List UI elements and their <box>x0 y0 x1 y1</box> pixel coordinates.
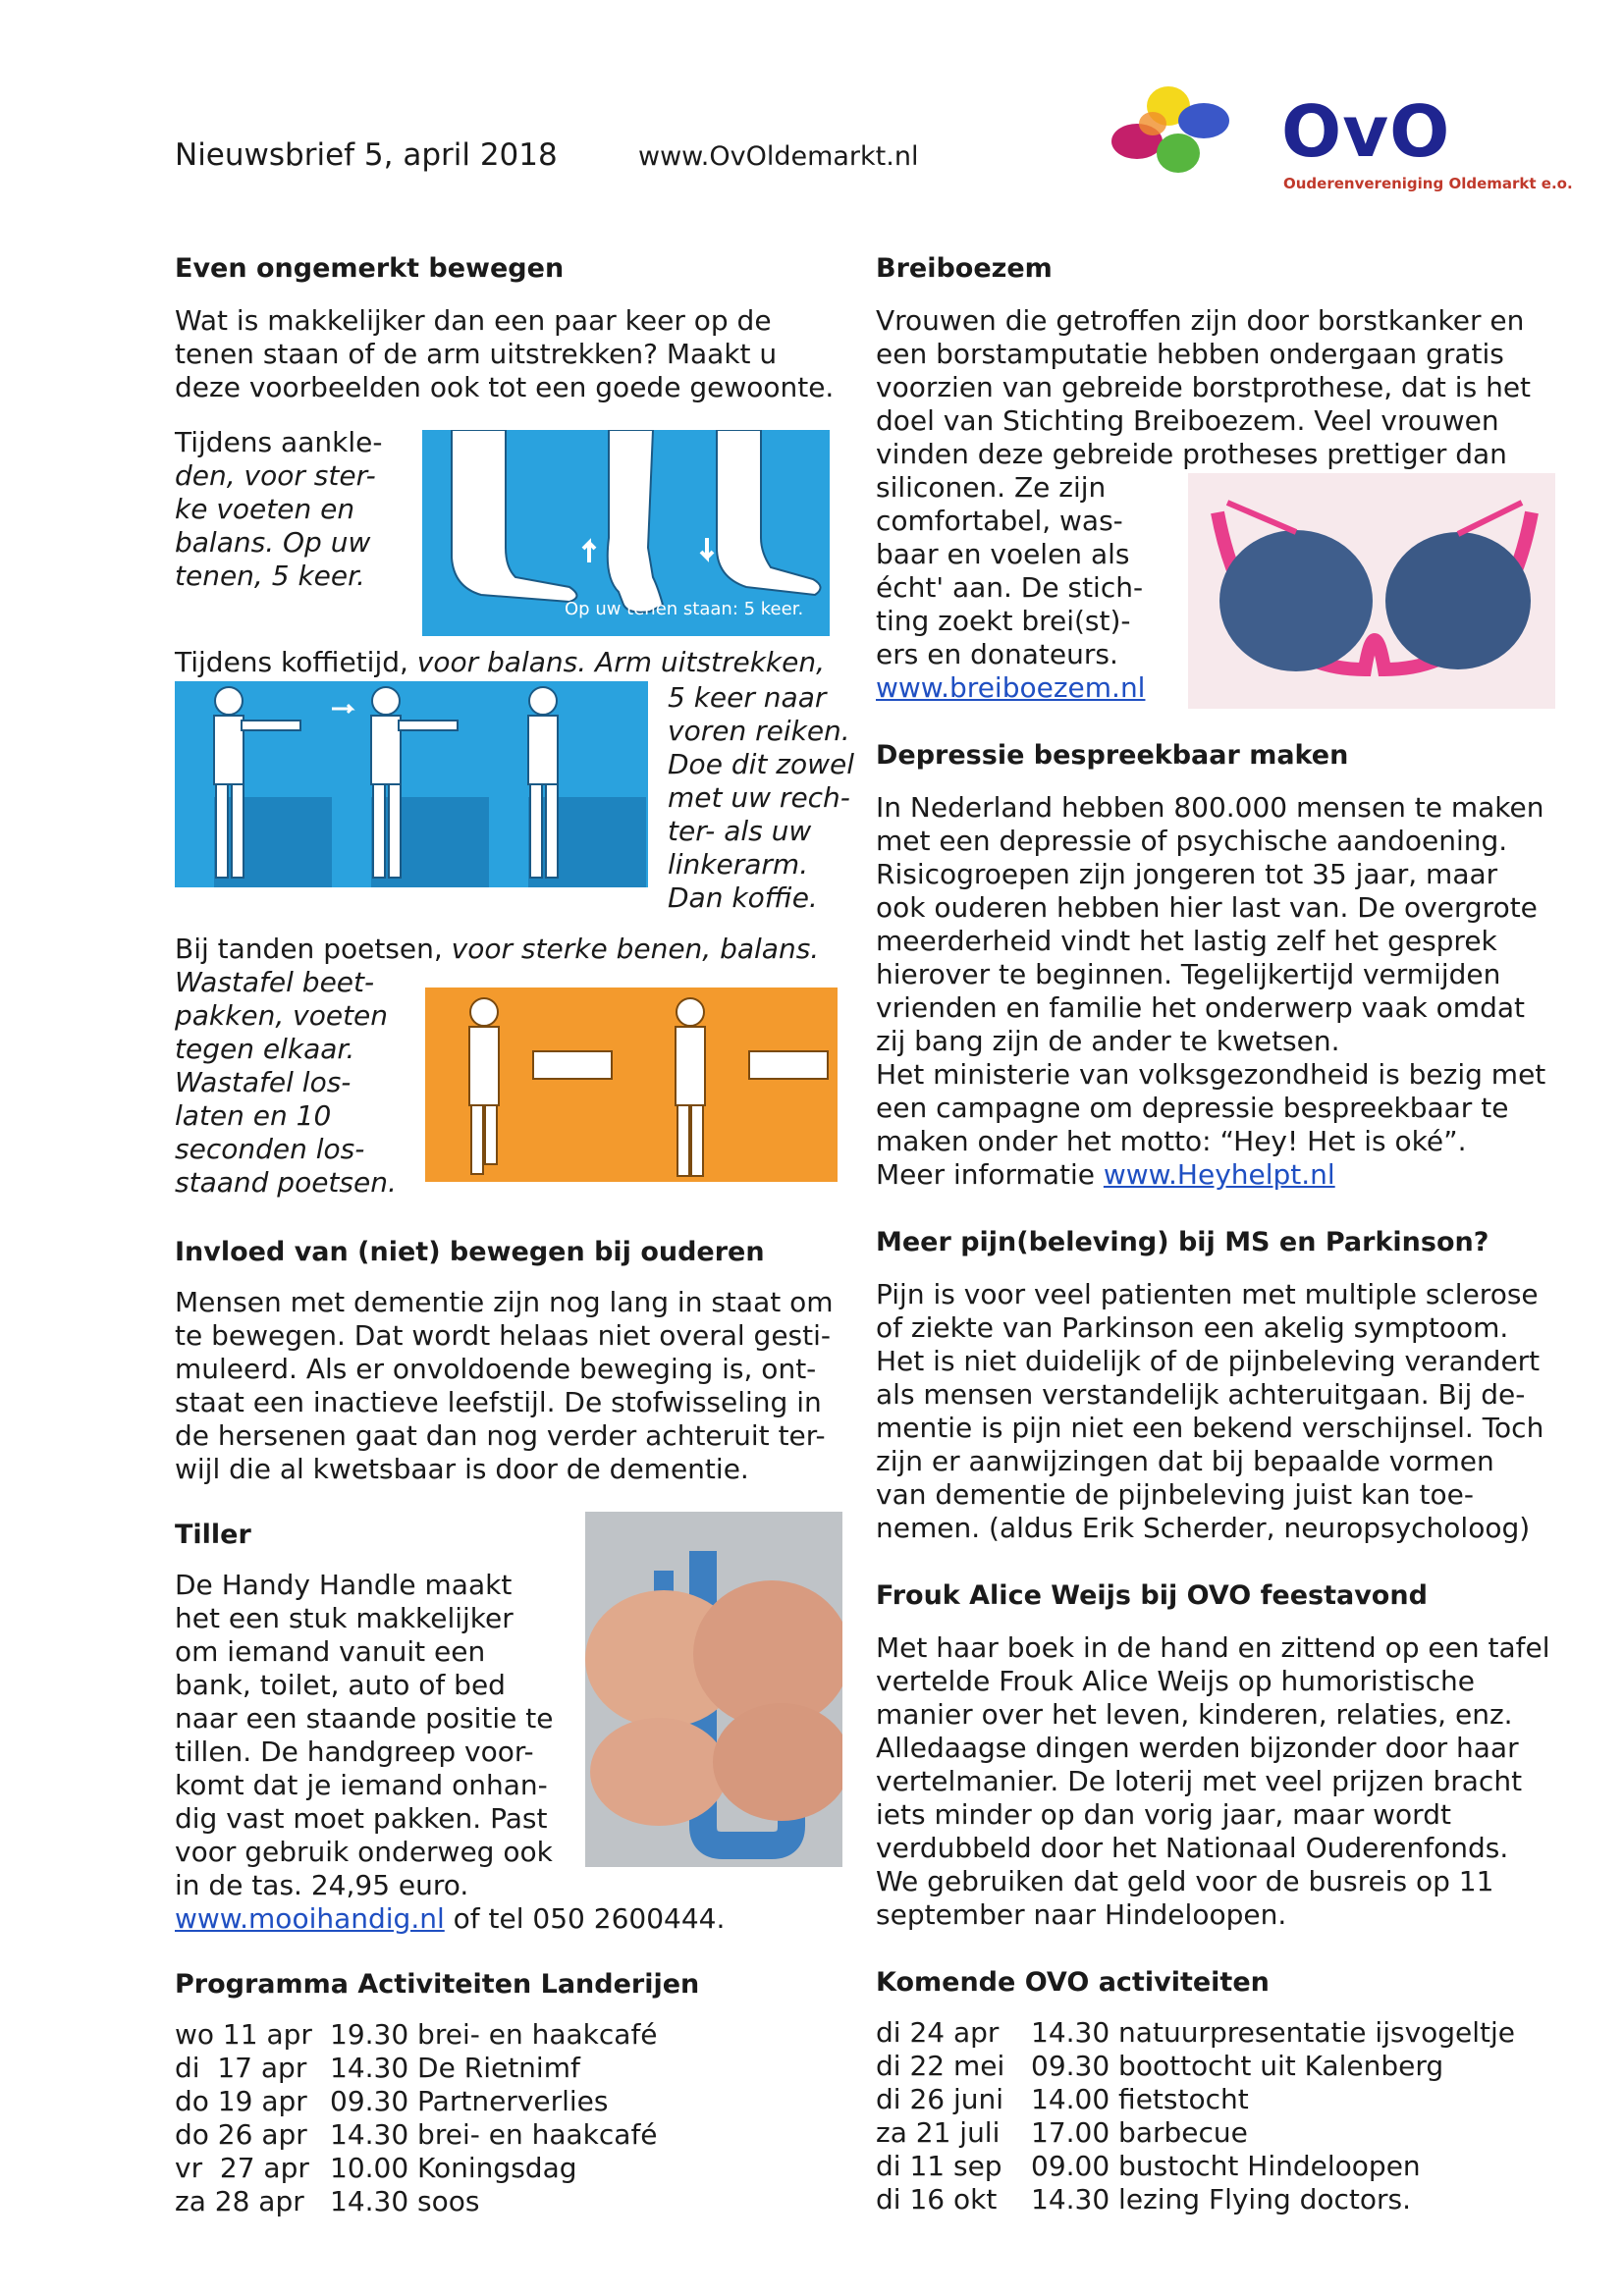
exercise-1-text: Tijdens aankle- den, voor ster- ke voeten en balans. Op uw tenen, 5 keer. <box>175 426 383 592</box>
table-row: za 28 apr 14.30 soos <box>175 2185 480 2217</box>
section-title-pijn: Meer pijn(beleving) bij MS en Parkinson? <box>876 1227 1489 1257</box>
logo-subtitle: Ouderenvereniging Oldemarkt e.o. <box>1283 175 1573 192</box>
heyhelpt-link[interactable]: www.Heyhelpt.nl <box>1103 1158 1335 1191</box>
logo-text: OvO <box>1281 90 1451 173</box>
section-title-breiboezem: Breiboezem <box>876 253 1053 284</box>
section-title-depressie: Depressie bespreekbaar maken <box>876 740 1349 771</box>
table-row: di 22 mei 09.30 boottocht uit Kalenberg <box>876 2050 1444 2082</box>
table-row: vr 27 apr 10.00 Koningsdag <box>175 2152 577 2184</box>
ovo-logo-icon <box>1098 77 1284 194</box>
table-row: di 16 okt 14.30 lezing Flying doctors. <box>876 2183 1412 2216</box>
table-row: za 21 juli 17.00 barbecue <box>876 2116 1248 2149</box>
newsletter-title: Nieuwsbrief 5, april 2018 <box>175 137 558 173</box>
website-url: www.OvOldemarkt.nl <box>638 141 919 172</box>
section-title-tiller: Tiller <box>175 1520 251 1550</box>
pijn-text: Pijn is voor veel patienten met multiple sclerose of ziekte van Parkinson een akelig symptoom. Het is niet duidelijk of de pijnbeleving verandert als mensen verstandelijk achteruitgaan. Bij de- mentie is pijn niet een bekend verschijnsel. Toch zijn er aanwijzingen dat bij bepaalde vormen van dementie de pijnbeleving juist kan toe- nemen. (aldus Erik Scherder, neuropsycholoog) <box>876 1278 1544 1544</box>
mooihandig-link[interactable]: www.mooihandig.nl <box>175 1902 445 1935</box>
landerijen-schedule <box>175 2018 658 2218</box>
table-row: di 17 apr 14.30 De Rietnimf <box>175 2052 580 2084</box>
handy-handle-photo <box>585 1512 842 1867</box>
exercise-2-lead: Tijdens koffietijd, voor balans. Arm uitstrekken, <box>175 646 825 678</box>
section-title-frouk: Frouk Alice Weijs bij OVO feestavond <box>876 1580 1428 1611</box>
exercise-2-text: 5 keer naar voren reiken. Doe dit zowel met uw rech- ter- als uw linkerarm. Dan koffie. <box>668 681 854 914</box>
exercise-3-lead: Bij tanden poetsen, voor sterke benen, balans. <box>175 933 820 965</box>
section-title-programma: Programma Activiteiten Landerijen <box>175 1969 700 2000</box>
section-title-invloed: Invloed van (niet) bewegen bij ouderen <box>175 1237 765 1267</box>
frouk-text: Met haar boek in de hand en zittend op een tafel vertelde Frouk Alice Weijs op humoristische manier over het leven, kinderen, relaties, enz. Alledaagse dingen werden bijzonder door haar vertelmanier. De loterij met veel prijzen bracht iets minder op dan vorig jaar, maar wordt verdubbeld door het Nationaal Ouderenfonds. We gebruiken dat geld voor de busreis op 11 september naar Hindeloopen. <box>876 1631 1550 1931</box>
table-row: di 24 apr 14.30 natuurpresentatie ijsvogeltje <box>876 2016 1516 2049</box>
table-row: do 19 apr 09.30 Partnerverlies <box>175 2085 609 2117</box>
feet-caption: Op uw tenen staan: 5 keer. <box>565 599 804 619</box>
arm-stretch-illustration <box>175 681 648 887</box>
tiller-text: De Handy Handle maakt het een stuk makkelijker om iemand vanuit een bank, toilet, auto of bed naar een staande positie te tillen. De handgreep voor- komt dat je iemand onhan- dig vast moet pakken. Past voor gebruik onderweg ook in de tas. 24,95 euro. www.mooihandig.nl of tel 050 2600444. <box>175 1569 726 1935</box>
exercise-3-text: Wastafel beet- pakken, voeten tegen elkaar. Wastafel los- laten en 10 seconden los- staand poetsen. <box>175 966 397 1199</box>
ovo-activities-schedule <box>876 2016 1515 2216</box>
section-title-komende: Komende OVO activiteiten <box>876 1967 1270 1998</box>
breiboezem-text: Vrouwen die getroffen zijn door borstkanker en een borstamputatie hebben ondergaan gratis voorzien van gebreide borstprothese, dat is het doel van Stichting Breiboezem. Veel vrouwen vinden deze gebreide protheses prettiger dan siliconen. Ze zijn comfortabel, was- baar en voelen als écht' aan. De stich- ting zoekt brei(st)- ers en donateurs. www.breiboezem.nl <box>876 304 1532 704</box>
table-row: wo 11 apr 19.30 brei- en haakcafé <box>175 2018 658 2051</box>
invloed-text: Mensen met dementie zijn nog lang in staat om te bewegen. Dat wordt helaas niet overal gesti- muleerd. Als er onvoldoende beweging is, ont- staat een inactieve leefstijl. De stofwisseling in de hersenen gaat dan nog verder achteruit ter- wijl die al kwetsbaar is door de dementie. <box>175 1286 834 1485</box>
table-row: di 26 juni 14.00 fietstocht <box>876 2083 1249 2115</box>
intro-text: Wat is makkelijker dan een paar keer op de tenen staan of de arm uitstrekken? Maakt u deze voorbeelden ook tot een goede gewoonte. <box>175 304 835 403</box>
breiboezem-link[interactable]: www.breiboezem.nl <box>876 671 1146 704</box>
knitted-prosthesis-photo <box>1188 473 1555 709</box>
table-row: di 11 sep 09.00 bustocht Hindeloopen <box>876 2150 1421 2182</box>
tooth-brushing-illustration <box>425 988 838 1182</box>
depressie-text: In Nederland hebben 800.000 mensen te maken met een depressie of psychische aandoening. Risicogroepen zijn jongeren tot 35 jaar, maar ook ouderen hebben hier last van. De overgrote meerderheid vindt het lastig zelf het gesprek hierover te beginnen. Tegelijkertijd vermijden vrienden en familie het onderwerp vaak omdat zij bang zijn de ander te kwetsen. Het ministerie van volksgezondheid is bezig met een campagne om depressie bespreekbaar te maken onder het motto: “Hey! Het is oké”. Meer informatie www.Heyhelpt.nl <box>876 791 1546 1191</box>
section-title-bewegen: Even ongemerkt bewegen <box>175 253 565 284</box>
table-row: do 26 apr 14.30 brei- en haakcafé <box>175 2118 658 2151</box>
feet-illustration <box>422 430 830 636</box>
